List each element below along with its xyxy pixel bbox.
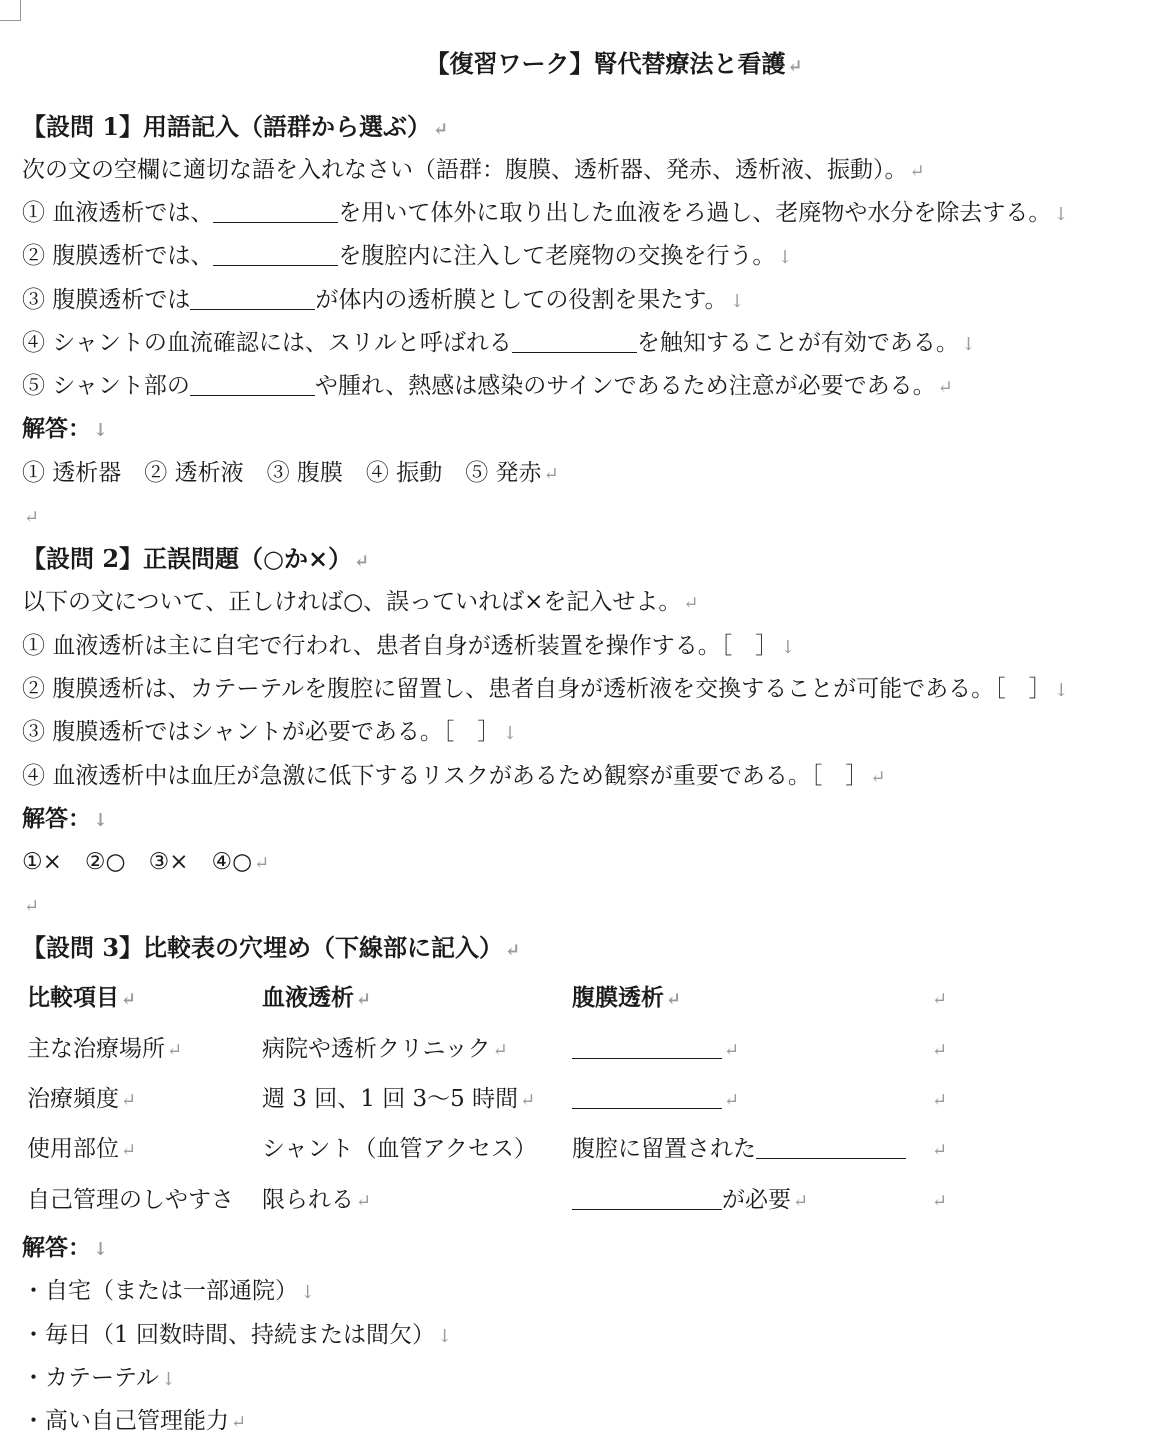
table-header-item: 比較項目 ↵ (27, 984, 137, 1011)
q3-heading: 【設問 3】比較表の穴埋め（下線部に記入） ↵ (22, 933, 521, 962)
table-cell-hd: 病院や透析クリニック ↵ (262, 1036, 508, 1062)
empty-paragraph: ↵ (24, 507, 40, 528)
q2-item-3: ③ 腹膜透析ではシャントが必要である。［ ］ ↓ (22, 719, 518, 745)
q2-item-4: ④ 血液透析中は血圧が急激に低下するリスクがあるため観察が重要である。［ ］ ↵ (22, 763, 886, 789)
table-cell-item: 自己管理のしやすさ (27, 1187, 234, 1213)
q2-item-1: ① 血液透析は主に自宅で行われ、患者自身が透析装置を操作する。［ ］ ↓ (22, 633, 796, 659)
table-header-hd: 血液透析 ↵ (262, 984, 372, 1011)
fill-blank[interactable] (572, 1036, 722, 1059)
table-cell-hd: 週 3 回、1 回 3〜5 時間 ↵ (262, 1086, 536, 1112)
table-header-pd: 腹膜透析 ↵ (572, 984, 682, 1011)
q2-answers: ①× ②○ ③× ④○ ↵ (22, 849, 270, 875)
row-end-mark: ↵ (932, 1191, 948, 1212)
q1-heading: 【設問 1】用語記入（語群から選ぶ） ↵ (22, 112, 449, 141)
q3-answer-label: 解答： ↓ (22, 1234, 109, 1261)
table-cell-item: 治療頻度 ↵ (27, 1086, 137, 1112)
table-cell-pd: 腹腔に留置された (572, 1134, 928, 1164)
row-end-mark: ↵ (932, 1140, 948, 1161)
table-cell-pd: ↵ (572, 1034, 928, 1066)
q1-item-3: ③ 腹膜透析では が体内の透析膜としての役割を果たす。 ↓ (22, 287, 745, 313)
empty-paragraph: ↵ (24, 896, 40, 917)
q3-answer-3: ・カテーテル ↓ (22, 1365, 176, 1391)
fill-blank[interactable] (190, 287, 315, 310)
table-cell-pd: が必要 ↵ (572, 1185, 928, 1217)
row-end-mark: ↵ (932, 1040, 948, 1061)
table-cell-hd: 限られる ↵ (262, 1187, 372, 1213)
q2-heading: 【設問 2】正誤問題（○か×） ↵ (22, 544, 370, 573)
page-corner-mark (0, 0, 21, 21)
fill-blank[interactable] (572, 1086, 722, 1109)
q2-item-2: ② 腹膜透析は、カテーテルを腹腔に留置し、患者自身が透析液を交換することが可能である。［ ］ ↓ (22, 676, 1069, 702)
q1-item-4: ④ シャントの血流確認には、スリルと呼ばれる を触知することが有効である。 ↓ (22, 330, 976, 356)
table-cell-hd: シャント（血管アクセス） (262, 1136, 537, 1162)
q2-instruction: 以下の文について、正しければ○、誤っていれば×を記入せよ。 ↵ (22, 589, 699, 615)
page-title: 【復習ワーク】腎代替療法と看護 ↵ (425, 49, 803, 78)
fill-blank[interactable] (756, 1136, 906, 1159)
q3-answer-1: ・自宅（または一部通院） ↓ (22, 1278, 316, 1304)
q3-answer-4: ・高い自己管理能力 ↵ (22, 1408, 247, 1434)
fill-blank[interactable] (190, 373, 315, 396)
q1-answer-label: 解答： ↓ (22, 415, 109, 442)
q1-answers: ① 透析器 ② 透析液 ③ 腹膜 ④ 振動 ⑤ 発赤 ↵ (22, 460, 559, 486)
row-end-mark: ↵ (932, 989, 948, 1010)
fill-blank[interactable] (512, 330, 637, 353)
q2-answer-label: 解答： ↓ (22, 805, 109, 832)
q1-instruction: 次の文の空欄に適切な語を入れなさい（語群：腹膜、透析器、発赤、透析液、振動）。 ↵ (22, 157, 925, 183)
q1-item-2: ② 腹膜透析では、 を腹腔内に注入して老廃物の交換を行う。 ↓ (22, 243, 793, 269)
q3-answer-2: ・毎日（1 回数時間、持続または間欠） ↓ (22, 1322, 453, 1348)
fill-blank[interactable] (572, 1187, 722, 1210)
table-cell-item: 主な治療場所 ↵ (27, 1036, 183, 1062)
table-cell-item: 使用部位 ↵ (27, 1136, 137, 1162)
q1-item-1: ① 血液透析では、 を用いて体外に取り出した血液をろ過し、老廃物や水分を除去する。 ↓ (22, 200, 1069, 226)
row-end-mark: ↵ (932, 1090, 948, 1111)
table-cell-pd: ↵ (572, 1084, 928, 1116)
fill-blank[interactable] (213, 200, 338, 223)
q1-item-5: ⑤ シャント部の や腫れ、熱感は感染のサインであるため注意が必要である。 ↵ (22, 373, 953, 399)
fill-blank[interactable] (213, 243, 338, 266)
